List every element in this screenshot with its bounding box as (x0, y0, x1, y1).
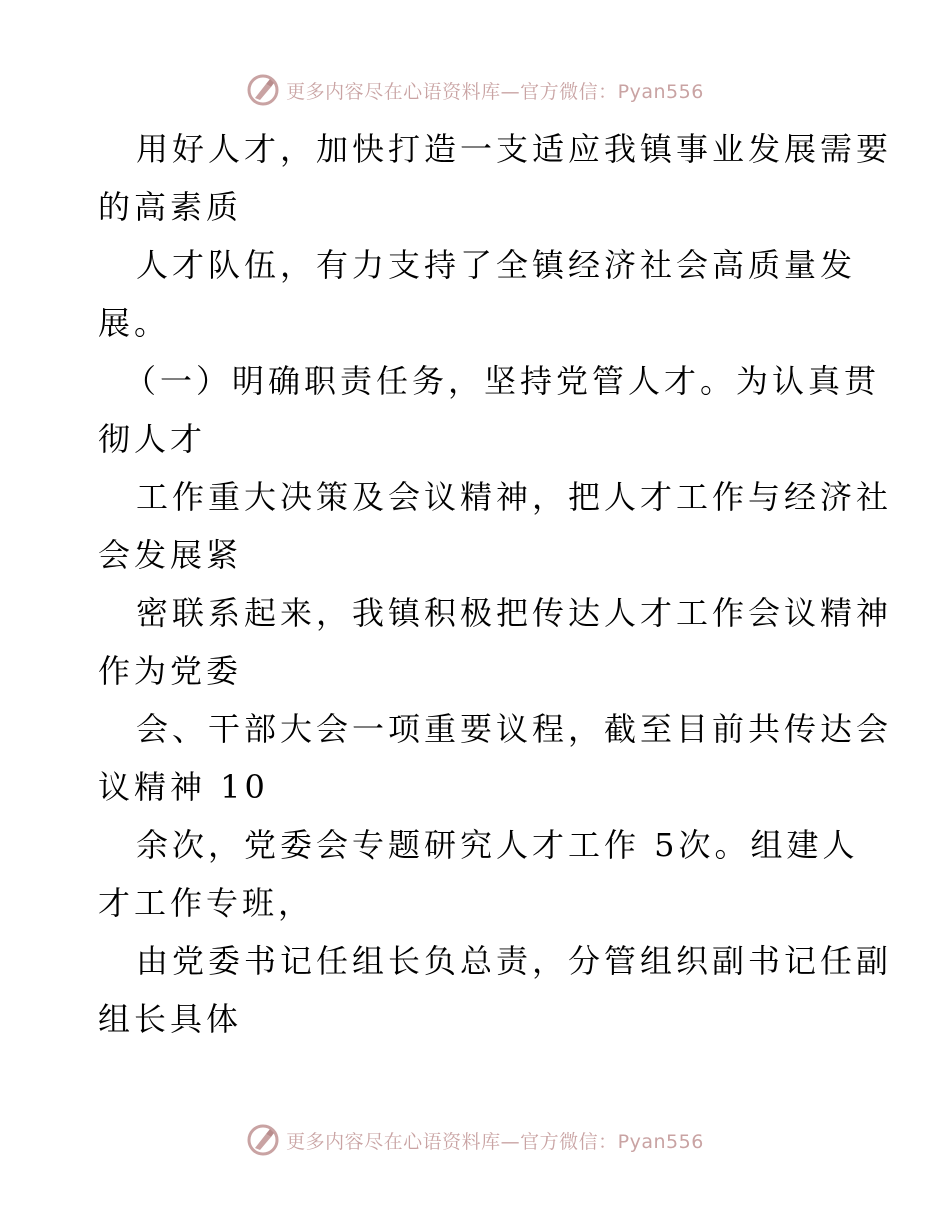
body-line: 用好人才，加快打造一支适应我镇事业发展需要 (136, 130, 893, 168)
body-line: 余次，党委会专题研究人才工作 5次。组建人 (136, 826, 859, 864)
watermark-text: 更多内容尽在心语资料库—官方微信：Pyan556 (286, 1130, 704, 1153)
pen-nib-logo-icon (246, 1123, 280, 1157)
body-line: 的高素质 (98, 188, 243, 226)
header-watermark-banner (0, 70, 950, 110)
body-line: 组长具体 (98, 1000, 243, 1038)
body-line: 议精神 10 (98, 768, 269, 806)
body-line: 作为党委 (98, 652, 243, 690)
footer-watermark-banner (0, 1120, 950, 1160)
body-line: （一）明确职责任务，坚持党管人才。为认真贯 (124, 362, 881, 400)
body-line: 彻人才 (98, 420, 207, 458)
body-line: 工作重大决策及会议精神，把人才工作与经济社 (136, 478, 893, 516)
body-line: 密联系起来，我镇积极把传达人才工作会议精神 (136, 594, 893, 632)
document-body (98, 120, 893, 1048)
body-line: 展。 (98, 304, 171, 342)
body-line: 会发展紧 (98, 536, 243, 574)
pen-nib-logo-icon (246, 73, 280, 107)
watermark-text: 更多内容尽在心语资料库—官方微信：Pyan556 (286, 80, 704, 103)
body-line: 才工作专班， (98, 884, 315, 922)
body-line: 由党委书记任组长负总责，分管组织副书记任副 (136, 942, 893, 980)
body-line: 人才队伍，有力支持了全镇经济社会高质量发 (136, 246, 857, 284)
body-line: 会、干部大会一项重要议程，截至目前共传达会 (136, 710, 893, 748)
